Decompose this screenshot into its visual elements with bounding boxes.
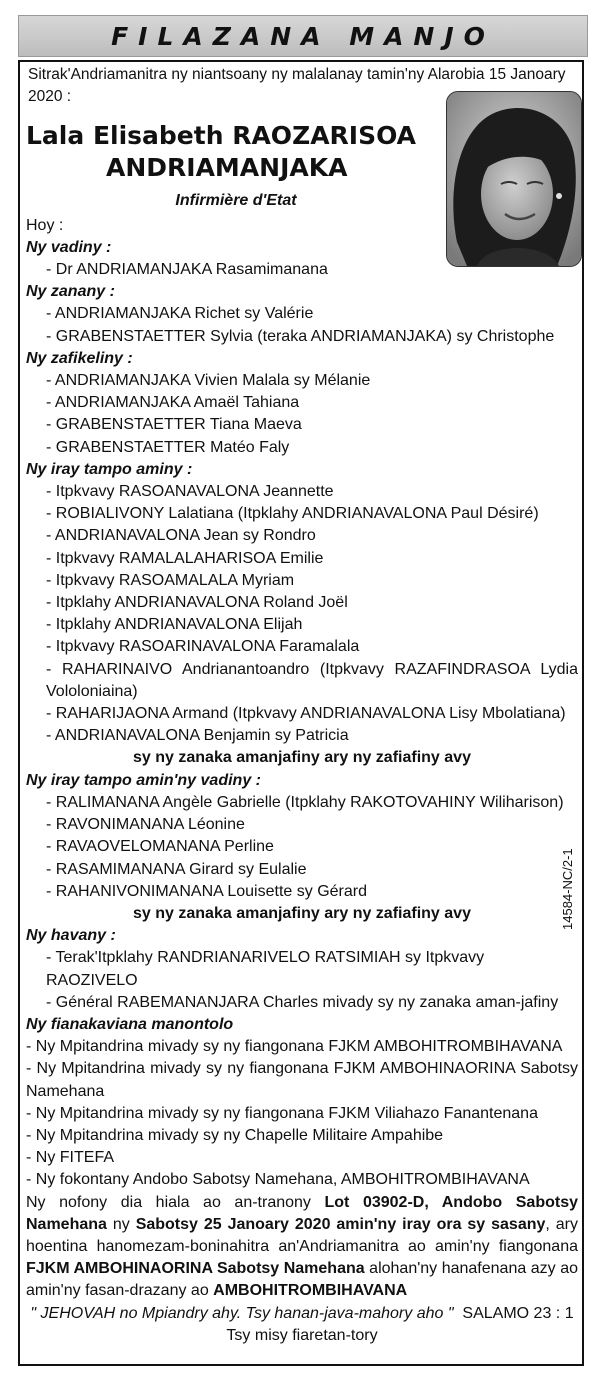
deceased-name-line1: Lala Elisabeth RAOZARISOA — [26, 121, 417, 151]
list-item: - Ny Mpitandrina mivady sy ny Chapelle Militaire Ampahibe — [26, 1126, 444, 1144]
deceased-title: Infirmière d'Etat — [175, 192, 297, 210]
list-item: - Ny Mpitandrina mivady sy ny fiangonana FJKM AMBOHINAORINA Sabotsy Namehana — [26, 1060, 578, 1100]
list-item: - ANDRIAMANJAKA Richet sy Valérie — [46, 305, 314, 323]
section-heading-iray-tampo-vadiny: Ny iray tampo amin'ny vadiny : — [26, 771, 261, 789]
list-item: - RALIMANANA Angèle Gabrielle (Itpklahy RAKOTOVAHINY Wiliharison) — [46, 793, 564, 811]
funeral-details — [26, 1192, 578, 1303]
funeral-location: Lot 03902-D, Andobo Sabotsy Namehana — [26, 1193, 578, 1233]
list-item: - Ny FITEFA — [26, 1149, 114, 1167]
reference-code: 14584-NC/2-1 — [560, 848, 575, 930]
list-item: - RAHANIVONIMANANA Louisette sy Gérard — [46, 882, 367, 900]
funeral-date-time: Sabotsy 25 Janoary 2020 amin'ny iray ora sy sasany — [135, 1215, 546, 1233]
list-item: - Itpkvavy RASOARINAVALONA Faramalala — [46, 638, 360, 656]
list-item: - ANDRIAMANJAKA Vivien Malala sy Mélanie — [46, 372, 371, 390]
list-item: - RAHARINAIVO Andrianantoandro (Itpkvavy RAZAFINDRASOA Lydia Vololoniaina) — [46, 660, 578, 700]
list-item: - Itpklahy ANDRIANAVALONA Roland Joël — [46, 594, 348, 612]
funeral-burial-place: AMBOHITROMBIHAVANA — [213, 1282, 408, 1300]
list-item: - Itpkvavy RASOANAVALONA Jeannette — [46, 483, 334, 501]
list-item: - ANDRIANAVALONA Jean sy Rondro — [46, 527, 316, 545]
list-item: - ANDRIAMANJAKA Amaël Tahiana — [46, 394, 300, 412]
list-item: - ANDRIANAVALONA Benjamin sy Patricia — [46, 727, 349, 745]
section-closing-iray-tampo: sy ny zanaka amanjafiny ary ny zafiafiny avy — [133, 749, 471, 767]
list-item: - Itpklahy ANDRIANAVALONA Elijah — [46, 616, 303, 634]
notice-header — [18, 15, 588, 57]
funeral-text-4: alohan'ny hanafenana azy ao amin'ny fasan-drazany ao — [26, 1260, 578, 1300]
section-heading-vadiny: Ny vadiny : — [26, 238, 112, 256]
section-heading-zafikeliny: Ny zafikeliny : — [26, 349, 133, 367]
verse-text: " JEHOVAH no Mpiandry ahy. Tsy hanan-java-mahory aho " — [30, 1304, 454, 1322]
verse-reference: SALAMO 23 : 1 — [462, 1304, 574, 1322]
list-item: - ROBIALIVONY Lalatiana (Itpklahy ANDRIANAVALONA Paul Désiré) — [46, 505, 539, 523]
list-item: - GRABENSTAETTER Tiana Maeva — [46, 416, 302, 434]
funeral-text-1: Ny nofony dia hiala ao an-tranony — [26, 1193, 325, 1211]
notice-title: FILAZANA MANJO — [111, 21, 495, 51]
funeral-text-3: , ary hoentina hanomezam-boninahitra an'Andriamanitra ao amin'ny fiangonana — [26, 1215, 578, 1255]
list-item: - RAVAOVELOMANANA Perline — [46, 838, 274, 856]
section-heading-havany: Ny havany : — [26, 927, 116, 945]
funeral-church: FJKM AMBOHINAORINA Sabotsy Namehana — [26, 1260, 365, 1278]
list-item: - Itpkvavy RASOAMALALA Myriam — [46, 571, 295, 589]
list-item: - RASAMIMANANA Girard sy Eulalie — [46, 860, 307, 878]
section-heading-iray-tampo: Ny iray tampo aminy : — [26, 460, 193, 478]
list-item: - RAVONIMANANA Léonine — [46, 816, 245, 834]
section-heading-zanany: Ny zanany : — [26, 283, 115, 301]
list-item: - Ny Mpitandrina mivady sy ny fiangonana FJKM AMBOHITROMBIHAVANA — [26, 1038, 563, 1056]
notice-content — [26, 64, 578, 1347]
list-item: - RAHARIJAONA Armand (Itpkvavy ANDRIANAVALONA Lisy Mbolatiana) — [46, 705, 566, 723]
deceased-name-line2: ANDRIAMANJAKA — [106, 153, 348, 183]
list-item: - Ny Mpitandrina mivady sy ny fiangonana FJKM Viliahazo Fanantenana — [26, 1104, 538, 1122]
intro-text: Sitrak'Andriamanitra ny niantsoany ny malalanay tamin'ny Alarobia 15 Janoary 2020 : — [28, 66, 566, 106]
list-item: - Ny fokontany Andobo Sabotsy Namehana, AMBOHITROMBIHAVANA — [26, 1171, 530, 1189]
closing-line: Tsy misy fiaretan-tory — [226, 1326, 378, 1344]
section-closing-iray-tampo-vadiny: sy ny zanaka amanjafiny ary ny zafiafiny avy — [133, 904, 471, 922]
list-item: - GRABENSTAETTER Sylvia (teraka ANDRIAMANJAKA) sy Christophe — [46, 327, 555, 345]
list-item: - Général RABEMANANJARA Charles mivady sy ny zanaka aman-jafiny — [46, 993, 559, 1011]
section-heading-fianakaviana: Ny fianakaviana manontolo — [26, 1015, 234, 1033]
hoy-label: Hoy : — [26, 216, 64, 234]
bible-verse — [26, 1303, 578, 1325]
list-item: - Dr ANDRIAMANJAKA Rasamimanana — [46, 261, 328, 279]
funeral-text-2: ny — [106, 1215, 136, 1233]
list-item: - Terak'Itpklahy RANDRIANARIVELO RATSIMIAH sy Itpkvavy RAOZIVELO — [46, 949, 485, 989]
list-item: - GRABENSTAETTER Matéo Faly — [46, 438, 290, 456]
list-item: - Itpkvavy RAMALALAHARISOA Emilie — [46, 549, 324, 567]
